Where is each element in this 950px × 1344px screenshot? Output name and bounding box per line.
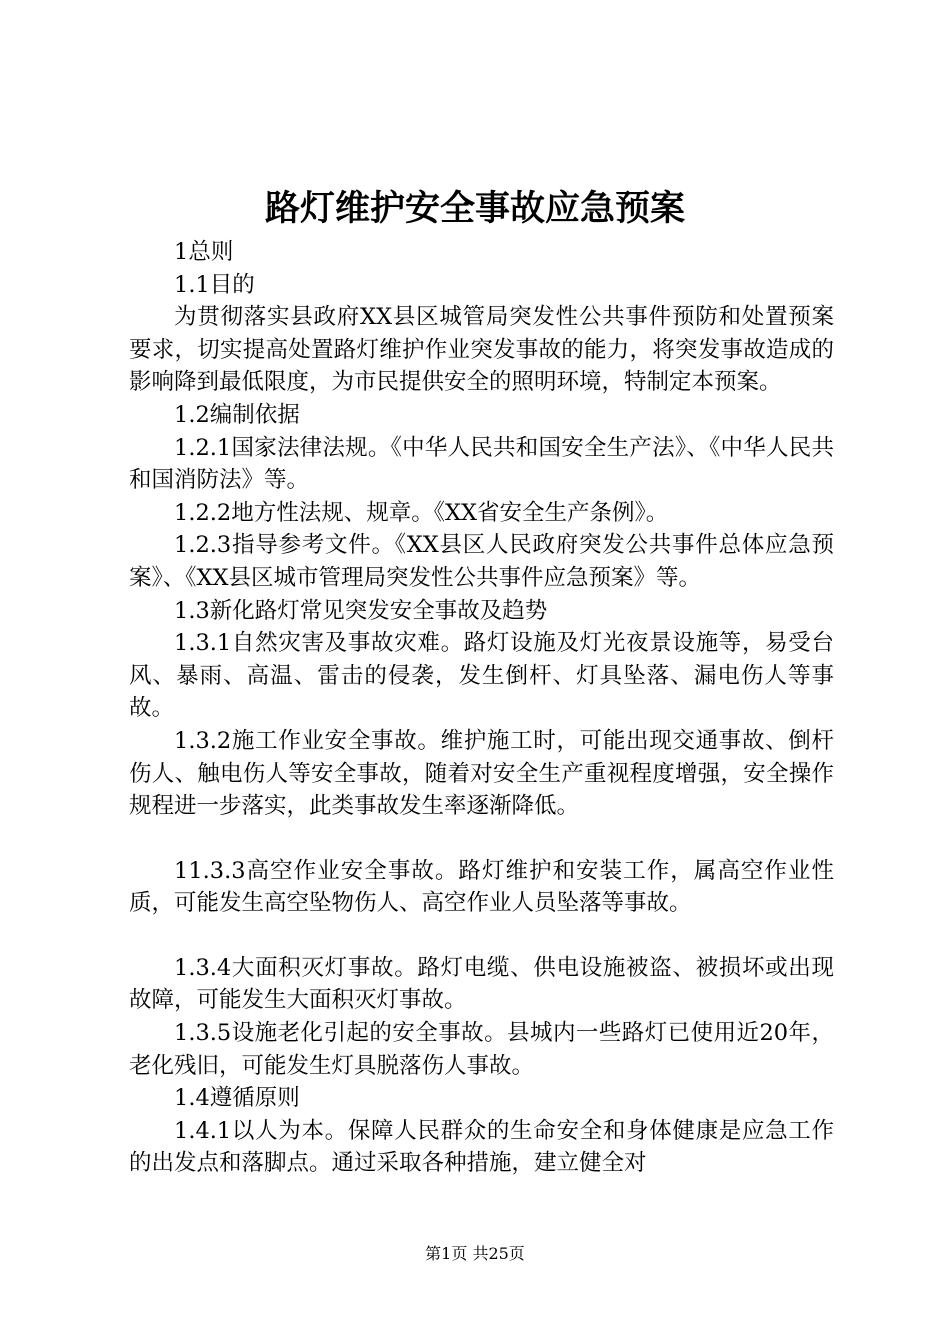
paragraph-people-oriented: 1.4.1以人为本。保障人民群众的生命安全和身体健康是应急工作的出发点和落脚点。通过采取各种措施，建立健全对: [129, 1117, 834, 1177]
paragraph-high-altitude: 11.3.3高空作业安全事故。路灯维护和安装工作，属高空作业性质，可能发生高空坠物伤人、高空作业人员坠落等事故。: [129, 857, 834, 917]
page-footer: 第1页 共25页: [425, 1244, 525, 1263]
document-title: 路灯维护安全事故应急预案: [264, 188, 685, 229]
paragraph-aging-facilities: 1.3.5设施老化引起的安全事故。县城内一些路灯已使用近20年，老化残旧，可能发生灯具脱落伤人事故。: [129, 1020, 834, 1079]
heading-general: 1总则: [174, 239, 234, 265]
paragraph-natural-disasters: 1.3.1自然灾害及事故灾难。路灯设施及灯光夜景设施等，易受台风、暴雨、高温、雷击的侵袭，发生倒杆、灯具坠落、漏电伤人等事故。: [129, 630, 834, 722]
heading-basis: 1.2编制依据: [174, 401, 300, 428]
heading-common-accidents: 1.3新化路灯常见突发安全事故及趋势: [174, 597, 548, 624]
paragraph-large-outage: 1.3.4大面积灭灯事故。路灯电缆、供电设施被盗、被损坏或出现故障，可能发生大面积灭灯事故。: [129, 954, 834, 1014]
heading-principles: 1.4遵循原则: [174, 1085, 300, 1112]
paragraph-local-regulations: 1.2.2地方性法规、规章。《XX省安全生产条例》。: [174, 499, 669, 526]
paragraph-purpose: 为贯彻落实县政府XX县区城管局突发性公共事件预防和处置预案要求，切实提高处置路灯维护作业突发事故的能力，将突发事故造成的影响降到最低限度，为市民提供安全的照明环境，特制定本预案。: [129, 304, 834, 396]
document-body: [129, 236, 834, 1180]
paragraph-national-laws: 1.2.1国家法律法规。《中华人民共和国安全生产法》、《中华人民共和国消防法》等。: [129, 434, 834, 494]
paragraph-reference-documents: 1.2.3指导参考文件。《XX县区人民政府突发公共事件总体应急预案》、《XX县区城市管理局突发性公共事件应急预案》等。: [129, 532, 834, 591]
heading-purpose: 1.1目的: [174, 271, 255, 298]
paragraph-construction-accidents: 1.3.2施工作业安全事故。维护施工时，可能出现交通事故、倒杆伤人、触电伤人等安全事故，随着对安全生产重视程度增强，安全操作规程进一步落实，此类事故发生率逐渐降低。: [129, 727, 834, 820]
